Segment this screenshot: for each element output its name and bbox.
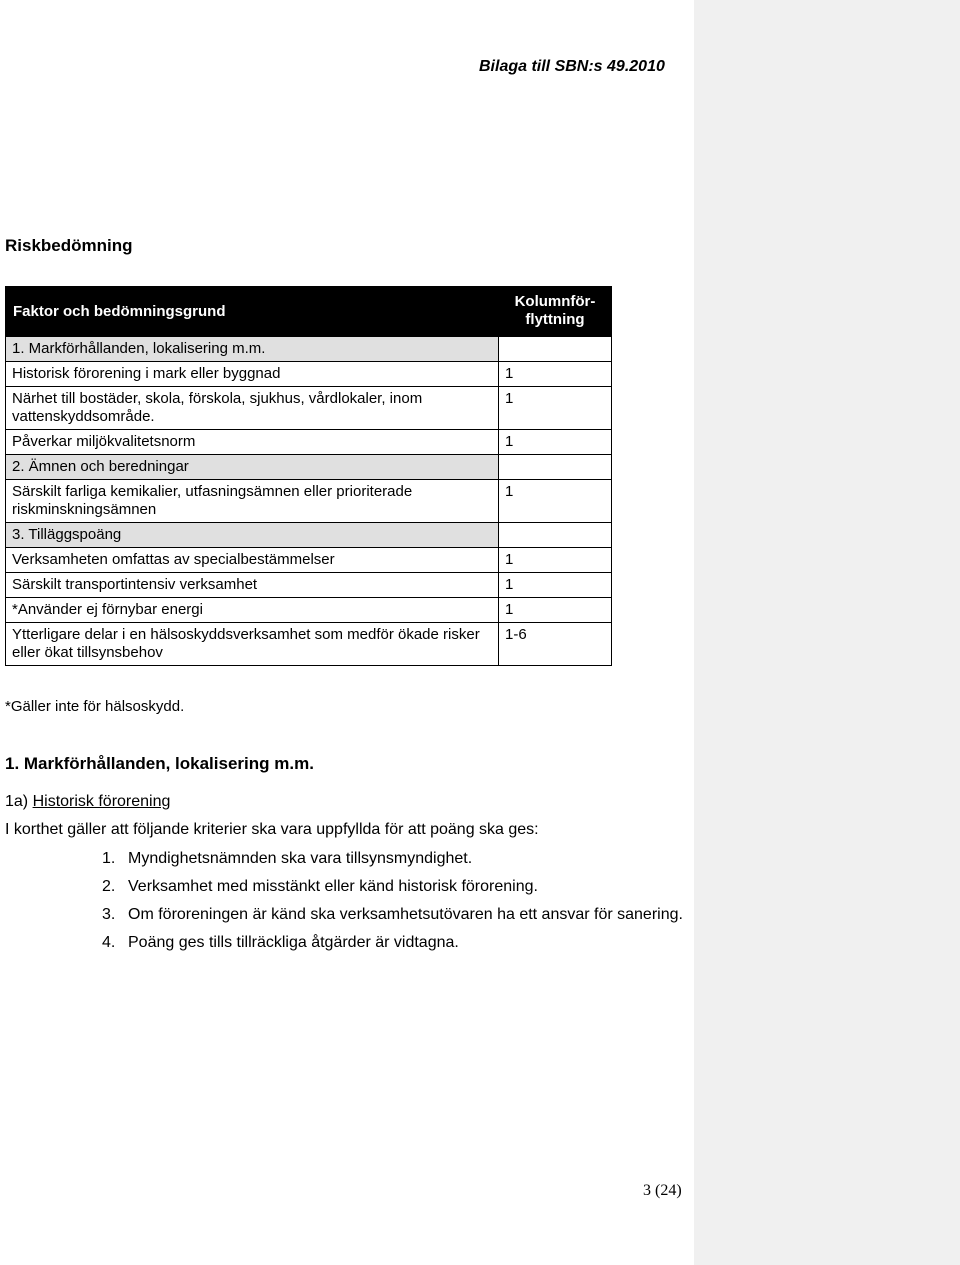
criteria-list	[102, 848, 692, 960]
row-label: Historisk förorening i mark eller byggnad	[6, 362, 499, 387]
list-item	[102, 876, 692, 897]
risk-table	[5, 286, 612, 666]
list-item-text: Verksamhet med misstänkt eller känd historisk förorening.	[128, 878, 538, 895]
row-label: Verksamheten omfattas av specialbestämmelser	[6, 548, 499, 573]
row-value	[499, 523, 612, 548]
row-label: Ytterligare delar i en hälsoskyddsverksamhet som medför ökade risker eller ökat tillsynsbehov	[6, 623, 499, 666]
col-shift-header: Kolumnför- flyttning	[499, 287, 612, 337]
table-section-row	[6, 523, 612, 548]
list-item-text: Myndighetsnämnden ska vara tillsynsmyndighet.	[128, 850, 473, 867]
subsection-heading	[5, 793, 170, 811]
list-item	[102, 904, 692, 925]
list-item	[102, 932, 692, 953]
row-value: 1	[499, 387, 612, 430]
list-item-number: 1.	[102, 850, 116, 867]
subsection-prefix: 1a)	[5, 793, 33, 810]
row-label: Påverkar miljökvalitetsnorm	[6, 430, 499, 455]
subsection-title: Historisk förorening	[32, 793, 171, 810]
row-value: 1	[499, 362, 612, 387]
table-section-row	[6, 455, 612, 480]
list-item-number: 3.	[102, 906, 116, 923]
row-label: 1. Markförhållanden, lokalisering m.m.	[6, 337, 499, 362]
intro-text: I korthet gäller att följande kriterier ska vara uppfyllda för att poäng ska ges:	[5, 821, 539, 838]
row-value: 1	[499, 548, 612, 573]
table-row	[6, 430, 612, 455]
row-value	[499, 337, 612, 362]
row-value: 1	[499, 430, 612, 455]
table-row	[6, 362, 612, 387]
row-label: 3. Tilläggspoäng	[6, 523, 499, 548]
document-header: Bilaga till SBN:s 49.2010	[479, 58, 665, 75]
table-row	[6, 598, 612, 623]
table-row	[6, 480, 612, 523]
col-factor-header: Faktor och bedömningsgrund	[6, 287, 499, 337]
margin-strip	[694, 0, 960, 1265]
page-number: 3 (24)	[643, 1182, 682, 1199]
row-value: 1	[499, 598, 612, 623]
row-label: 2. Ämnen och beredningar	[6, 455, 499, 480]
row-value: 1	[499, 480, 612, 523]
page-title: Riskbedömning	[5, 236, 133, 255]
table-row	[6, 623, 612, 666]
row-label: Särskilt transportintensiv verksamhet	[6, 573, 499, 598]
row-value	[499, 455, 612, 480]
row-label: Närhet till bostäder, skola, förskola, sjukhus, vårdlokaler, inom vattenskyddsområde.	[6, 387, 499, 430]
section-heading: 1. Markförhållanden, lokalisering m.m.	[5, 754, 314, 773]
row-label: Särskilt farliga kemikalier, utfasningsämnen eller prioriterade riskminskningsämnen	[6, 480, 499, 523]
table-row	[6, 387, 612, 430]
table-header-row	[6, 287, 612, 337]
list-item-text: Om föroreningen är känd ska verksamhetsutövaren ha ett ansvar för sanering.	[128, 906, 683, 923]
list-item-number: 2.	[102, 878, 116, 895]
table-row	[6, 548, 612, 573]
table-section-row	[6, 337, 612, 362]
table-row	[6, 573, 612, 598]
table-footnote: *Gäller inte för hälsoskydd.	[5, 698, 185, 715]
list-item-text: Poäng ges tills tillräckliga åtgärder är vidtagna.	[128, 934, 459, 951]
list-item	[102, 848, 692, 869]
row-value: 1	[499, 573, 612, 598]
row-value: 1-6	[499, 623, 612, 666]
list-item-number: 4.	[102, 934, 116, 951]
row-label: *Använder ej förnybar energi	[6, 598, 499, 623]
